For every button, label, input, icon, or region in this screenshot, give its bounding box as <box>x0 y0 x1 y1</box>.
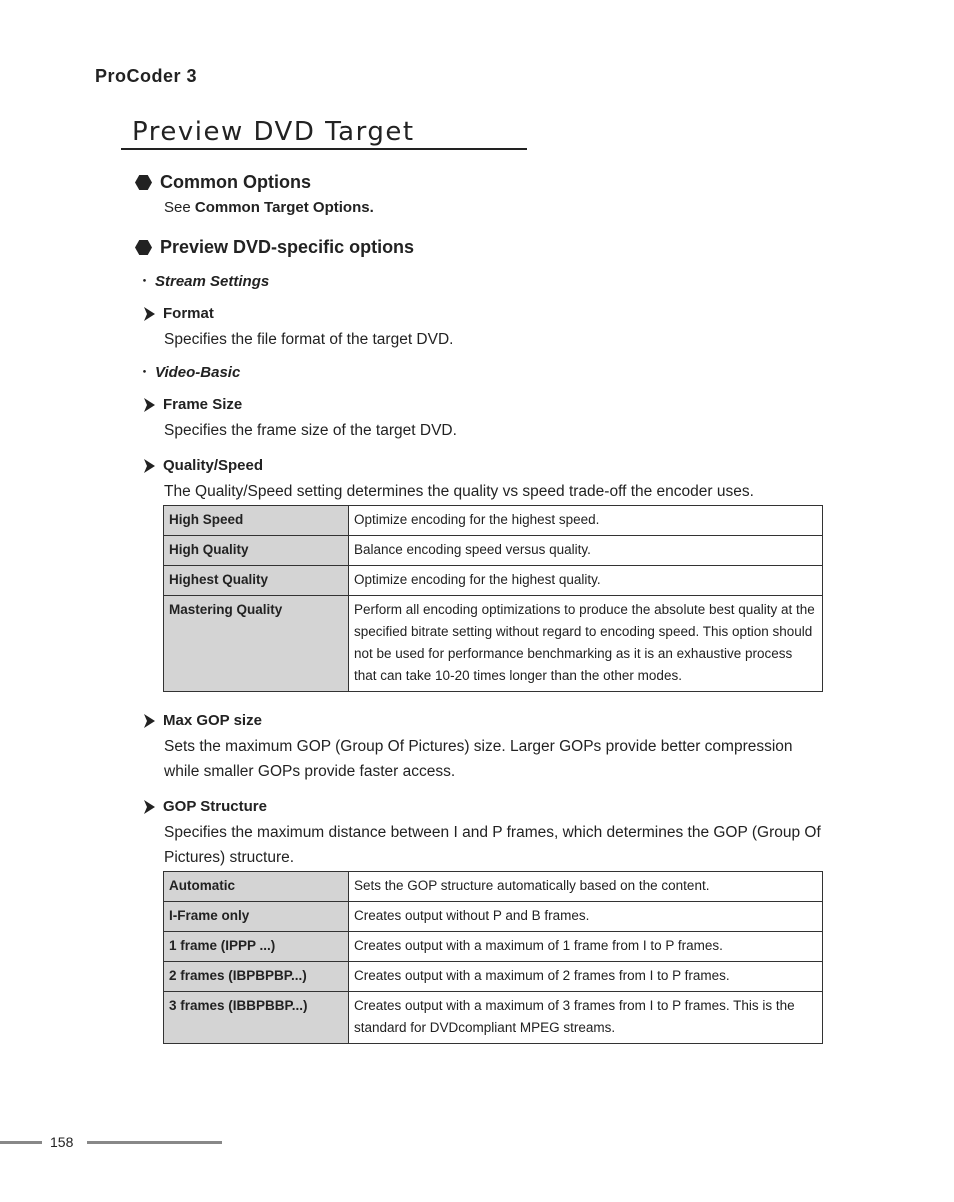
table-value: Creates output with a maximum of 1 frame from I to P frames. <box>349 932 823 962</box>
footer-rule-left <box>0 1141 42 1144</box>
chevron-right-icon <box>144 800 155 814</box>
table-key: High Quality <box>164 536 349 566</box>
table-row <box>164 536 823 566</box>
table-row <box>164 566 823 596</box>
subheading-quality-speed: Quality/Speed <box>144 457 263 474</box>
table-row <box>164 506 823 536</box>
table-key: Mastering Quality <box>164 596 349 692</box>
table-key: 2 frames (IBPBPBP...) <box>164 962 349 992</box>
table-value: Creates output with a maximum of 3 frames from I to P frames. This is the standard for DVDcompliant MPEG streams. <box>349 992 823 1044</box>
see-reference: See Common Target Options. <box>164 199 374 216</box>
title-underline <box>121 148 527 150</box>
table-value: Sets the GOP structure automatically based on the content. <box>349 872 823 902</box>
chevron-right-icon <box>144 398 155 412</box>
table-value: Balance encoding speed versus quality. <box>349 536 823 566</box>
page-title: Preview DVD Target <box>132 117 415 147</box>
hexagon-bullet-icon <box>135 240 152 255</box>
section-heading-specific-options <box>135 237 414 258</box>
cross-reference: Common Target Options. <box>194 199 374 216</box>
frame-size-description: Specifies the frame size of the target DVD. <box>164 422 457 439</box>
bullet-video-basic: ・ Video-Basic <box>137 361 240 382</box>
table-value: Optimize encoding for the highest speed. <box>349 506 823 536</box>
bullet-dot-icon: ・ <box>137 364 153 381</box>
table-value: Perform all encoding optimizations to produce the absolute best quality at the specified bitrate setting without regard to encoding speed. This option should not be used for performance benchmarking as it is an exhaustive process that can take 10-20 times longer than the other modes. <box>349 596 823 692</box>
hexagon-bullet-icon <box>135 175 152 190</box>
table-row <box>164 596 823 692</box>
table-key: Highest Quality <box>164 566 349 596</box>
section-heading-text: Common Options <box>160 172 311 192</box>
table-row <box>164 992 823 1044</box>
chevron-right-icon <box>144 459 155 473</box>
running-head: ProCoder 3 <box>95 66 198 86</box>
section-heading-common-options <box>135 172 311 193</box>
footer-rule-right <box>87 1141 222 1144</box>
subheading-gop-structure: GOP Structure <box>144 798 267 815</box>
chevron-right-icon <box>144 714 155 728</box>
gop-structure-description: Specifies the maximum distance between I and P frames, which determines the GOP (Group Of Pictures) structure. <box>164 824 821 866</box>
bullet-dot-icon: ・ <box>137 273 153 290</box>
table-value: Optimize encoding for the highest quality. <box>349 566 823 596</box>
table-key: 1 frame (IPPP ...) <box>164 932 349 962</box>
table-value: Creates output with a maximum of 2 frames from I to P frames. <box>349 962 823 992</box>
table-key: Automatic <box>164 872 349 902</box>
chevron-right-icon <box>144 307 155 321</box>
table-key: I-Frame only <box>164 902 349 932</box>
table-row <box>164 962 823 992</box>
table-row <box>164 872 823 902</box>
bullet-stream-settings: ・ Stream Settings <box>137 270 269 291</box>
table-value: Creates output without P and B frames. <box>349 902 823 932</box>
page-number: 158 <box>50 1134 74 1150</box>
table-row <box>164 932 823 962</box>
quality-speed-description: The Quality/Speed setting determines the quality vs speed trade-off the encoder uses. <box>164 483 754 500</box>
table-key: High Speed <box>164 506 349 536</box>
quality-speed-table <box>163 505 823 692</box>
table-key: 3 frames (IBBPBBP...) <box>164 992 349 1044</box>
gop-structure-table <box>163 871 823 1044</box>
max-gop-description: Sets the maximum GOP (Group Of Pictures) size. Larger GOPs provide better compression while smaller GOPs provide faster access. <box>164 738 793 780</box>
table-row <box>164 902 823 932</box>
subheading-max-gop-size: Max GOP size <box>144 712 262 729</box>
format-description: Specifies the file format of the target DVD. <box>164 331 454 348</box>
subheading-frame-size: Frame Size <box>144 396 242 413</box>
section-heading-text: Preview DVD-specific options <box>160 237 415 257</box>
subheading-format: Format <box>144 305 214 322</box>
